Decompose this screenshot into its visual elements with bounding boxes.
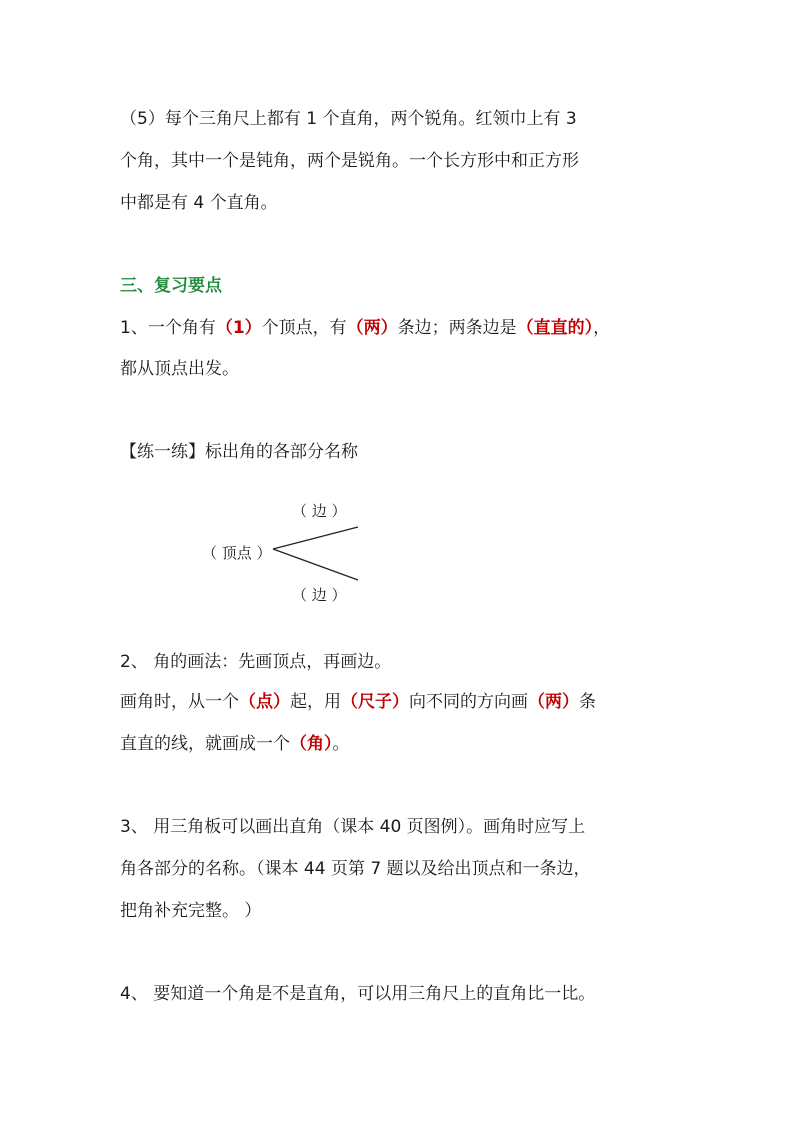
item1-text-2: 个顶点，有 [261,318,347,338]
item5-line1: （5）每个三角尺上都有 1 个直角，两个锐角。红领巾上有 3 [120,109,577,129]
item2-text-2: 起，用 [290,692,341,712]
item2-answer-angle: （角） [290,734,333,754]
item2-answer-ruler: （尺子） [341,692,409,712]
practice-title: 【练一练】标出角的各部分名称 [120,442,358,462]
item1-line2: 都从顶点出发。 [120,359,239,379]
item2-text-5: 直直的线，就画成一个 [120,734,290,754]
label-top-side: （ 边 ） [292,502,347,520]
item2-text-6: 。 [332,734,350,754]
item2-line1: 2、 角的画法：先画顶点，再画边。 [120,652,392,672]
item2-answer-point: （点） [239,692,290,712]
item2-text-4: 条 [579,692,596,712]
label-bottom-side: （ 边 ） [292,586,347,604]
item4-line1: 4、 要知道一个角是不是直角，可以用三角尺上的直角比一比。 [120,984,596,1004]
item1-answer-side-count: （两） [346,318,398,338]
item3-line3: 把角补充完整。 ） [120,901,262,921]
item3-line2: 角各部分的名称。（课本 44 页第 7 题以及给出顶点和一条边， [120,859,591,879]
item1-text-3: 条边；两条边是 [397,318,517,338]
angle-top-side [273,527,358,549]
item2-answer-two: （两） [528,692,579,712]
item2-line2 [120,690,596,714]
item5-line3: 中都是有 4 个直角。 [120,193,278,213]
item1-answer-side-shape: （直直的） [516,318,594,338]
item2-line3 [120,732,350,756]
item1-text-1: 1、一个角有 [120,318,216,338]
item1-answer-vertex-count: （1） [215,318,262,338]
label-vertex: （ 顶点 ） [202,544,272,562]
item1-text-4: ， [593,318,611,338]
section-heading: 三、复习要点 [120,276,222,296]
item3-line1: 3、 用三角板可以画出直角（课本 40 页图例）。画角时应写上 [120,817,586,837]
angle-bottom-side [273,549,358,580]
item5-line2: 个角，其中一个是钝角，两个是锐角。一个长方形中和正方形 [120,151,579,171]
item2-text-1: 画角时，从一个 [120,692,239,712]
item2-text-3: 向不同的方向画 [409,692,528,712]
